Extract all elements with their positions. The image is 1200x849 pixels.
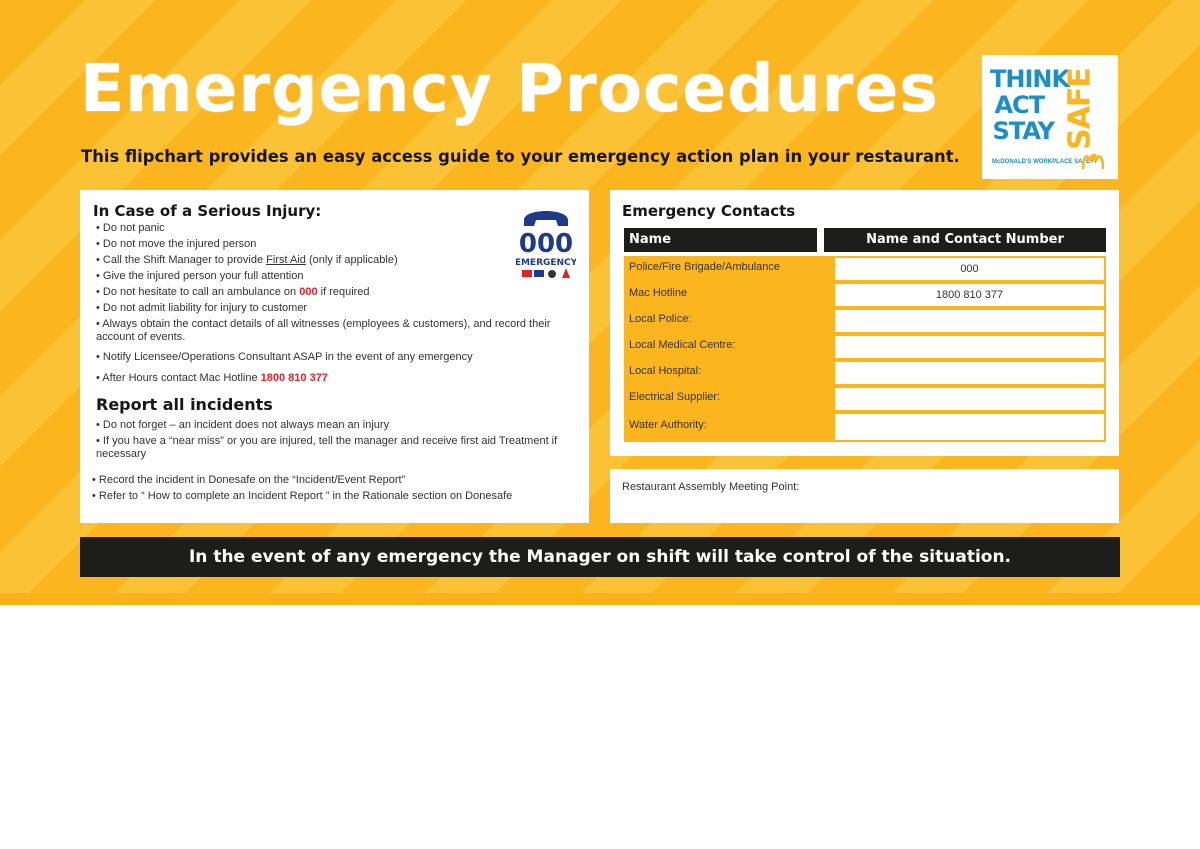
emergency-number: 000 bbox=[299, 286, 318, 298]
telephone-icon bbox=[516, 202, 576, 284]
contact-row-value[interactable] bbox=[833, 334, 1106, 360]
injury-bullet: • Give the injured person your full attention bbox=[96, 270, 304, 282]
injury-bullet-text: • After Hours contact Mac Hotline bbox=[96, 372, 261, 384]
contact-row-label: Local Hospital: bbox=[624, 360, 833, 386]
logo-think: THINK bbox=[990, 65, 1070, 93]
logo-safe-text: SAFE bbox=[1062, 68, 1098, 150]
contact-value-text bbox=[835, 414, 1104, 440]
contact-row-value[interactable] bbox=[833, 360, 1106, 386]
golden-arches-icon bbox=[1082, 153, 1104, 169]
contact-value-text bbox=[835, 362, 1104, 384]
contact-value-text bbox=[835, 336, 1104, 358]
contact-value-text: 000 bbox=[835, 258, 1104, 280]
injury-bullet bbox=[96, 372, 328, 385]
injury-bullet-text: (only if applicable) bbox=[305, 254, 398, 266]
injury-bullet bbox=[96, 286, 370, 299]
think-act-stay-safe-logo bbox=[982, 55, 1118, 179]
incident-bullet: • Refer to “ How to complete an Incident Report ” in the Rationale section on Donesafe bbox=[92, 490, 513, 502]
injury-panel bbox=[80, 190, 589, 523]
contact-row-value[interactable] bbox=[833, 308, 1106, 334]
logo-act: ACT bbox=[994, 91, 1044, 119]
incident-bullet: • Record the incident in Donesafe on the “Incident/Event Report” bbox=[92, 474, 406, 486]
badge-number: 000 bbox=[518, 229, 574, 259]
contact-value-text bbox=[835, 388, 1104, 410]
injury-bullet-text: • Call the Shift Manager to provide bbox=[96, 254, 267, 266]
contact-row-label: Police/Fire Brigade/Ambulance bbox=[624, 256, 833, 282]
assembly-point-panel[interactable] bbox=[610, 469, 1119, 523]
contact-value-text: 1800 810 377 bbox=[835, 284, 1104, 306]
injury-bullet: • Always obtain the contact details of all witnesses (employees & customers), and record their account of events. bbox=[96, 318, 551, 343]
contact-row-label: Local Medical Centre: bbox=[624, 334, 833, 360]
logo-safe bbox=[1060, 63, 1100, 155]
column-header-name: Name bbox=[624, 228, 817, 252]
report-incidents-heading: Report all incidents bbox=[96, 395, 273, 414]
injury-heading: In Case of a Serious Injury: bbox=[93, 202, 322, 220]
contact-row-value[interactable] bbox=[833, 282, 1106, 308]
page-subtitle: This flipchart provides an easy access guide to your emergency action plan in your restaurant. bbox=[81, 147, 960, 167]
assembly-point-label: Restaurant Assembly Meeting Point: bbox=[622, 481, 800, 493]
contact-row-label: Electrical Supplier: bbox=[624, 386, 833, 412]
manager-control-notice: In the event of any emergency the Manager on shift will take control of the situation. bbox=[80, 537, 1120, 577]
injury-bullet: • Do not panic bbox=[96, 222, 165, 234]
contact-row-label: Mac Hotline bbox=[624, 282, 833, 308]
injury-bullet: • Do not move the injured person bbox=[96, 238, 257, 250]
banner-edge bbox=[0, 593, 1200, 605]
injury-bullet-text: • Do not hesitate to call an ambulance on bbox=[96, 286, 300, 298]
page-title: Emergency Procedures bbox=[80, 50, 939, 127]
incident-bullet: • If you have a “near miss” or you are injured, tell the manager and receive first aid Treatment if necessary bbox=[96, 435, 558, 460]
injury-bullet-text: if required bbox=[317, 286, 370, 298]
emergency-contacts-panel bbox=[610, 190, 1119, 456]
emergency-000-badge bbox=[516, 202, 576, 284]
contacts-heading: Emergency Contacts bbox=[622, 202, 796, 220]
badge-label: EMERGENCY bbox=[516, 258, 576, 268]
contact-row-value[interactable] bbox=[833, 412, 1106, 442]
logo-tagline: McDONALD'S WORKPLACE SAFETY bbox=[992, 159, 1098, 165]
contact-row-label: Water Authority: bbox=[624, 412, 833, 442]
contact-row-label: Local Police: bbox=[624, 308, 833, 334]
injury-bullet bbox=[96, 254, 398, 267]
logo-stay: STAY bbox=[992, 117, 1054, 145]
column-header-contact: Name and Contact Number bbox=[824, 228, 1106, 252]
contact-row-value[interactable] bbox=[833, 256, 1106, 282]
first-aid-link: First Aid bbox=[266, 254, 306, 266]
incident-bullet: • Do not forget – an incident does not always mean an injury bbox=[96, 419, 390, 431]
injury-bullet: • Notify Licensee/Operations Consultant ASAP in the event of any emergency bbox=[96, 351, 473, 363]
contact-row-value[interactable] bbox=[833, 386, 1106, 412]
hotline-number: 1800 810 377 bbox=[260, 372, 328, 384]
contact-value-text bbox=[835, 310, 1104, 332]
injury-bullet: • Do not admit liability for injury to customer bbox=[96, 302, 308, 314]
